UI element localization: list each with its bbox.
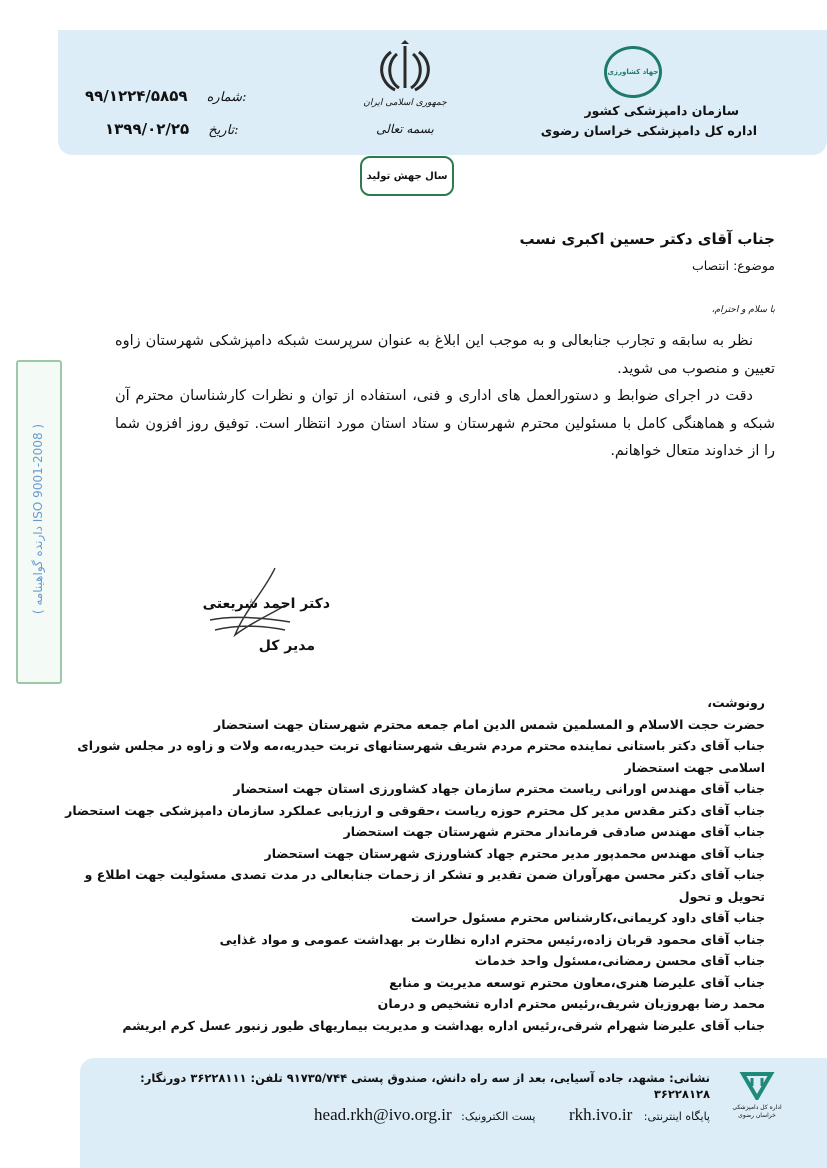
- email-link[interactable]: head.rkh@ivo.org.ir: [314, 1105, 452, 1124]
- letter-date: [105, 119, 275, 138]
- vet-logo-icon: [739, 1070, 775, 1100]
- cc-list: [65, 692, 765, 1036]
- letter-body: [115, 328, 775, 466]
- emblem-caption: جمهوری اسلامی ایران: [363, 98, 447, 108]
- letter-number-value: ۹۹/۱۲۲۴/۵۸۵۹: [85, 87, 188, 105]
- footer-address: نشانی: مشهد، جاده آسیایی، بعد از سه راه دانش، صندوق پستی ۹۱۷۳۵/۷۴۴ تلفن: ۳۶۲۲۸۱۱۱ دورنگار: ۳۶۲۲۸۱۲۸: [140, 1071, 710, 1101]
- cc-item: جناب آقای محمود قربان زاده،رئیس محترم اداره نظارت بر بهداشت عمومی و مواد غذایی: [219, 931, 765, 947]
- cc-item: جناب آقای مهندس اورانی ریاست محترم سازمان جهاد کشاورزی استان جهت استحضار: [233, 781, 765, 796]
- email-label: پست الکترونیک:: [461, 1110, 536, 1123]
- cc-item: جناب آقای دکتر باستانی نماینده محترم مردم شریف شهرستانهای تربت حیدریه،مه ولات و زاوه در مجلس شورای اسلامی جهت استحضار: [77, 738, 765, 775]
- letter-date-label: تاریخ:: [208, 123, 239, 138]
- paragraph-1: نظر به سابقه و تجارب جنابعالی و به موجب این ابلاغ به عنوان سرپرست شبکه دامپزشکی شهرستان زاوه تعیین و منصوب می شوید.: [115, 333, 775, 377]
- cc-item: حضرت حجت الاسلام و المسلمین شمس الدین امام جمعه محترم شهرستان جهت استحضار: [214, 716, 765, 732]
- website-label: پایگاه اینترنتی:: [643, 1110, 710, 1123]
- org-line-2: اداره کل دامپزشکی خراسان رضوی: [540, 123, 757, 138]
- footer-logo-text: اداره کل دامپزشکی خراسان رضوی: [732, 1104, 782, 1119]
- letter-number: [85, 86, 255, 105]
- cc-item: جناب آقای مهندس محمدپور مدیر محترم جهاد کشاورزی شهرستان جهت استحضار: [264, 845, 765, 861]
- cc-item: جناب آقای علیرضا شهرام شرقی،رئیس اداره بهداشت و مدیریت بیماریهای طیور زنبور عسل کرم ابریشم: [122, 1017, 765, 1033]
- cc-label: رونوشت،: [707, 695, 765, 710]
- cc-item: جناب آقای دکتر محسن مهرآوران ضمن تقدیر و تشکر از زحمات جنابعالی در مدت تصدی مسئولیت جهت اطلاع و تحویل و تحول: [84, 867, 765, 904]
- cc-item: جناب آقای داود کریمانی،کارشناس محترم مسئول حراست: [410, 910, 765, 925]
- org-line-1: سازمان دامپزشکی کشور: [584, 103, 739, 118]
- jahad-logo-text: جهاد کشاورزی: [607, 67, 659, 76]
- website-link[interactable]: rkh.ivo.ir: [568, 1105, 633, 1124]
- cc-item: جناب آقای دکتر مقدس مدیر کل محترم حوزه ریاست ،حقوقی و ارزیابی عملکرد سازمان دامپزشکی جهت استحضار: [65, 802, 765, 818]
- recipient: جناب آقای دکتر حسین اکبری نسب: [519, 230, 775, 248]
- iran-emblem-icon: [375, 40, 435, 92]
- signatory-title: مدیر کل: [258, 638, 315, 654]
- letter-number-label: شماره:: [206, 90, 247, 105]
- cc-item: جناب آقای علیرضا هنری،معاون محترم توسعه مدیریت و منابع: [389, 974, 765, 990]
- iso-certification-text: ( دارنده گواهینامه ISO 9001-2008 ): [31, 423, 45, 615]
- footer-contact: [95, 1104, 710, 1128]
- cc-item: جناب آقای محسن رمضانی،مسئول واحد خدمات: [474, 953, 765, 968]
- org-name: [497, 101, 757, 141]
- iso-certification-strip: [16, 360, 62, 684]
- paragraph-2: دقت در اجرای ضوابط و دستورالعمل های اداری و فنی، استفاده از توان و نظرات کارشناسان محترم آن شبکه و هماهنگی کامل با مسئولین محترم شهرستان و ستاد استان مورد انتظار است. توفیق روز افزون شما را از خداوند متعال خواهانم.: [115, 388, 775, 459]
- cc-item: محمد رضا بهروزیان شریف،رئیس محترم اداره تشخیص و درمان: [377, 996, 765, 1011]
- salutation: با سلام و احترام،: [711, 305, 775, 315]
- letter-date-value: ۱۳۹۹/۰۲/۲۵: [105, 120, 190, 138]
- subject: موضوع: انتصاب: [691, 258, 775, 273]
- invocation: بسمه تعالی: [376, 122, 434, 136]
- footer-logo: [722, 1070, 792, 1120]
- footer-info: [95, 1070, 710, 1128]
- cc-item: جناب آقای مهندس صادقی فرماندار محترم شهرستان جهت استحضار: [343, 824, 765, 839]
- slogan-logo-text: سال جهش تولید: [366, 170, 448, 182]
- slogan-logo: [360, 156, 454, 196]
- signatory-name: دکتر احمد شریعتی: [202, 596, 330, 612]
- jahad-logo-icon: [604, 46, 662, 98]
